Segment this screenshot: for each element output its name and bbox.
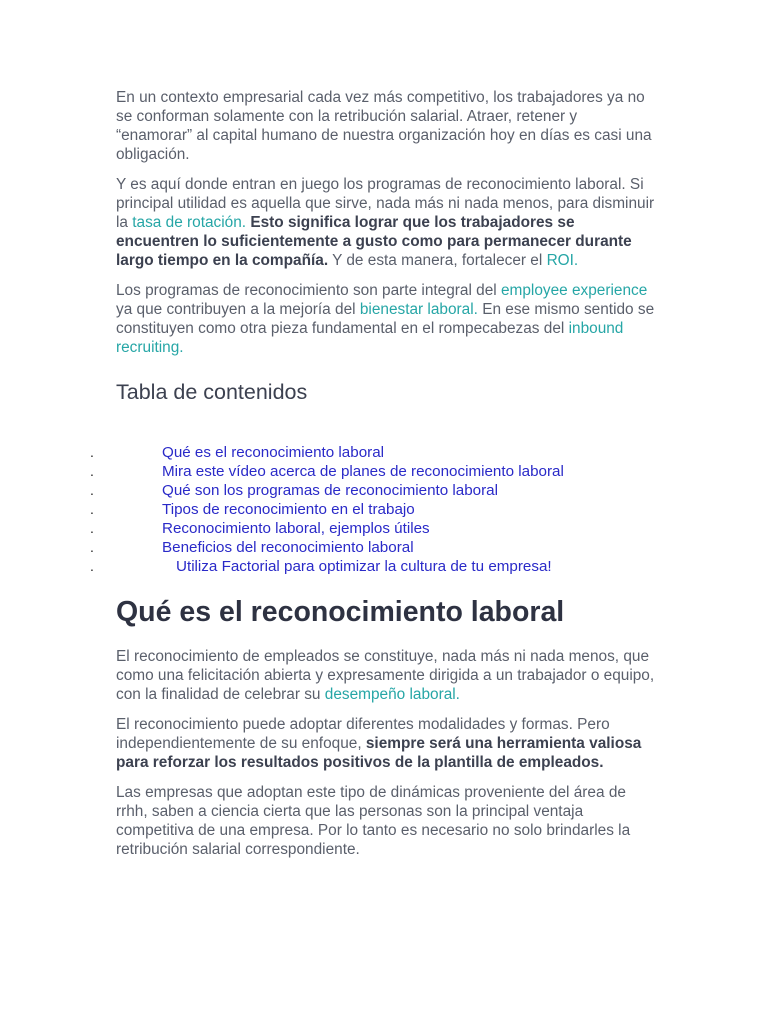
section-heading: Qué es el reconocimiento laboral [116,596,565,628]
desempeno-laboral-link[interactable]: desempeño laboral. [324,686,460,703]
section-p1-text: El reconocimiento de empleados se constituye, nada más ni nada menos, que como una felicitación abierta y expresamente dirigida a un trabajador o equipo, con la finalidad de celebrar su [116,648,655,703]
toc-item [90,557,690,576]
table-of-contents [90,443,690,576]
toc-link-beneficios[interactable]: Beneficios del reconocimiento laboral [162,539,414,556]
toc-link-programas[interactable]: Qué son los programas de reconocimiento laboral [162,482,498,499]
employee-experience-link[interactable]: employee experience [500,282,648,299]
toc-link-ejemplos[interactable]: Reconocimiento laboral, ejemplos útiles [162,520,430,537]
toc-bullet: . [90,539,94,555]
toc-link-tipos[interactable]: Tipos de reconocimiento en el trabajo [162,501,415,518]
toc-title: Tabla de contenidos [116,380,308,404]
toc-link-video[interactable]: Mira este vídeo acerca de planes de reconocimiento laboral [162,463,564,480]
intro-p3-text-1: Los programas de reconocimiento son parte integral del [116,282,501,299]
toc-bullet: . [90,444,94,460]
toc-bullet: . [90,558,94,574]
inbound-recruiting-link[interactable]: inbound recruiting. [116,320,624,356]
section-p2-bold: siempre será una herramienta valiosa para reforzar los resultados positivos de la plantilla de empleados. [116,735,642,771]
toc-bullet: . [90,482,94,498]
toc-item [90,462,690,481]
section-body [116,647,656,870]
section-p2-text: El reconocimiento puede adoptar diferentes modalidades y formas. Pero independientemente de su enfoque, [116,716,610,752]
intro-paragraph-1: En un contexto empresarial cada vez más competitivo, los trabajadores ya no se conforman solamente con la retribución salarial. Atraer, retener y “enamorar” al capital humano de nuestra organización hoy en días es casi una obligación. [116,89,652,163]
section-paragraph-2 [116,715,656,772]
toc-item [90,481,690,500]
intro-p2-bold: Esto significa lograr que los trabajadores se encuentren lo suficientemente a gusto como para permanecer durante largo tiempo en la compañía. [116,214,632,269]
section-paragraph-3: Las empresas que adoptan este tipo de dinámicas proveniente del área de rrhh, saben a ciencia cierta que las personas son la principal ventaja competitiva de una empresa. Por lo tanto es necesario no solo brindarles la retribución salarial correspondiente. [116,784,631,858]
roi-link[interactable]: ROI. [546,252,579,269]
intro-p3-text-2: ya que contribuyen a la mejoría del [116,301,360,318]
intro-p3-text-3: En ese mismo sentido se constituyen como otra pieza fundamental en el rompecabezas del [116,301,655,337]
toc-bullet: . [90,520,94,536]
toc-item [90,500,690,519]
intro-block [116,88,656,405]
toc-bullet: . [90,501,94,517]
toc-link-que-es[interactable]: Qué es el reconocimiento laboral [162,444,385,461]
intro-p2-text-1: Y es aquí donde entran en juego los programas de reconocimiento laboral. Si principal utilidad es aquella que sirve, nada más ni nada menos, para disminuir la [116,176,655,231]
toc-item [90,519,690,538]
intro-paragraph-2 [116,175,656,270]
section-paragraph-1 [116,647,656,704]
bienestar-laboral-link[interactable]: bienestar laboral. [359,301,478,318]
intro-paragraph-3 [116,281,656,357]
toc-link-factorial[interactable]: Utiliza Factorial para optimizar la cultura de tu empresa! [176,558,552,575]
toc-item [90,538,690,557]
toc-item [90,443,690,462]
toc-bullet: . [90,463,94,479]
intro-p2-text-3: Y de esta manera, fortalecer el [328,252,547,269]
tasa-rotacion-link[interactable]: tasa de rotación. [132,214,247,231]
